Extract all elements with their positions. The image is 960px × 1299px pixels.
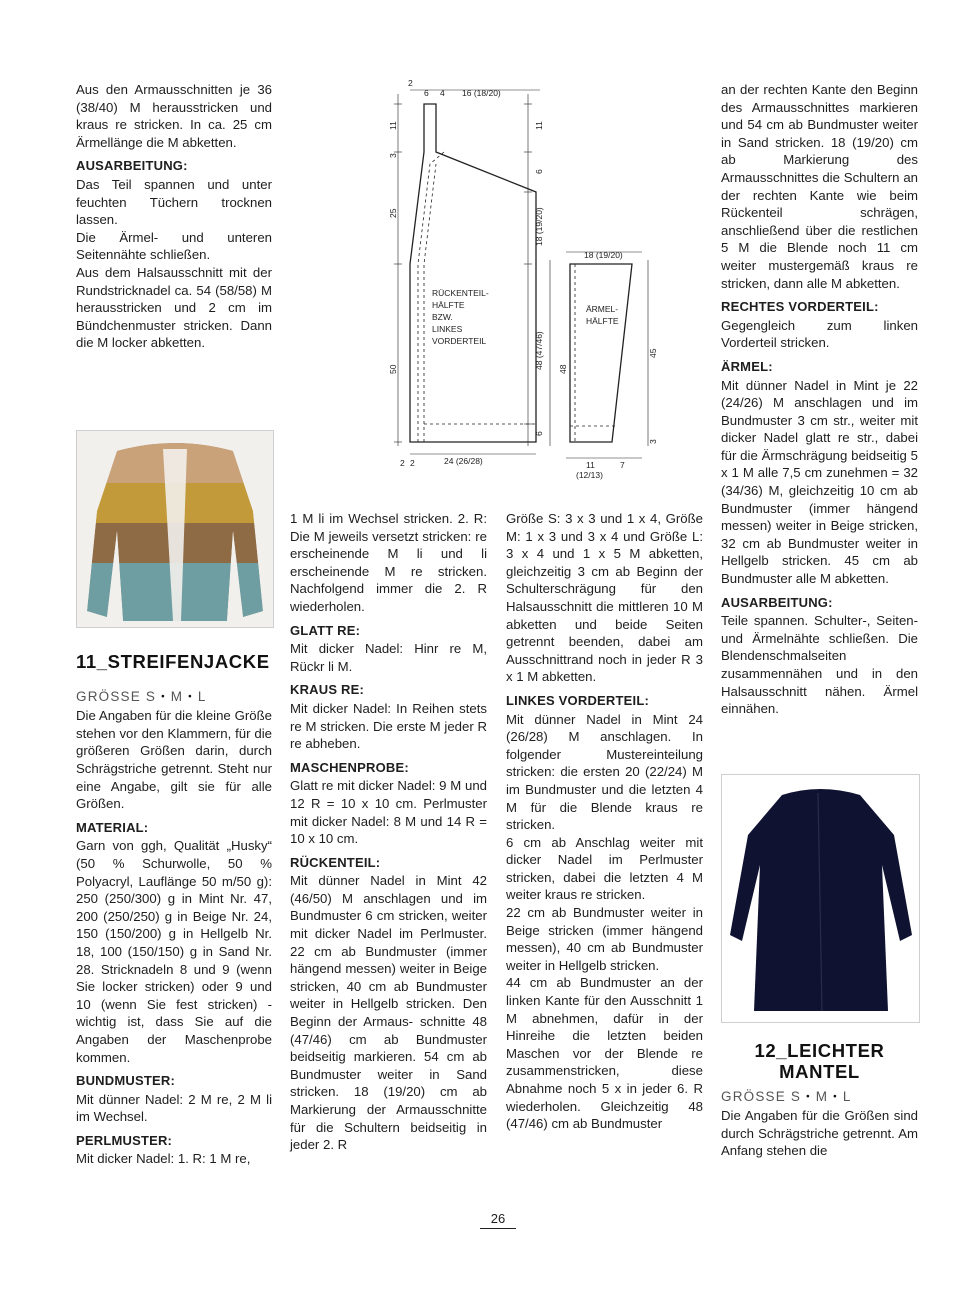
- paragraph: 6 cm ab Anschlag weiter mit dicker Nadel im Perlmuster stricken, dabei die letzten 4 M weiter kraus re stricken.: [506, 834, 703, 903]
- coat-photo: [721, 774, 920, 1023]
- column-4-top: [721, 81, 918, 718]
- paragraph: Aus den Armausschnitten je 36 (38/40) M herausstricken und kraus re stricken. In ca. 25 cm Ärmellänge die M abketten.: [76, 82, 272, 150]
- paragraph: Mit dünner Nadel in Mint 24 (26/28) M anschlagen. In folgender Mustereinteilung stricken: die ersten 20 (22/24) M im Bundmuster und die letzten 4 M für die Blende kraus re stricken.: [506, 711, 703, 833]
- bottom-measurement: [444, 456, 483, 466]
- paragraph: Mit dicker Nadel: Hinr re M, Rückr li M.: [290, 641, 487, 674]
- svg-text:45: 45: [648, 348, 658, 358]
- svg-text:6: 6: [424, 88, 429, 98]
- svg-text:2: 2: [408, 78, 413, 88]
- svg-text:LINKES: LINKES: [432, 324, 463, 334]
- section-heading: PERLMUSTER:: [76, 1132, 173, 1148]
- svg-text:(12/13): (12/13): [576, 470, 603, 480]
- page-number: 26: [480, 1210, 516, 1229]
- svg-text:4: 4: [440, 88, 445, 98]
- svg-text:16 (18/20): 16 (18/20): [462, 88, 501, 98]
- paragraph: Glatt re mit dicker Nadel: 9 M und 12 R = 10 x 10 cm. Perlmuster mit dicker Nadel: 8 M und 14 R = 10 x 10 cm.: [290, 778, 487, 847]
- svg-text:3: 3: [388, 153, 398, 158]
- section-heading: GLATT RE:: [290, 622, 361, 638]
- svg-text:6: 6: [534, 431, 544, 436]
- paragraph: Aus dem Halsausschnitt mit der Rundstricknadel ca. 54 (58/58) M herausstricken und 2 cm im Bündchenmuster stricken. Dann die M locker abketten.: [76, 264, 272, 351]
- svg-text:ÄRMEL-: ÄRMEL-: [586, 304, 619, 314]
- paragraph: Mit dünner Nadel: 2 M re, 2 M li im Wechsel.: [76, 1091, 272, 1125]
- left-measurements: [388, 121, 415, 468]
- svg-text:7: 7: [620, 460, 625, 470]
- svg-text:BZW.: BZW.: [432, 312, 453, 322]
- sleeve-measurements: [558, 250, 658, 480]
- paragraph: Die Ärmel- und unteren Seitennähte schließen.: [76, 229, 272, 263]
- dot: •: [833, 1091, 838, 1103]
- section-heading: LINKES VORDERTEIL:: [506, 692, 649, 708]
- column-1-bottom: [76, 688, 272, 1168]
- section-heading: AUSARBEITUNG:: [76, 158, 188, 174]
- dot: •: [161, 691, 166, 703]
- dot: •: [188, 691, 193, 703]
- sleeve-label: [586, 304, 619, 326]
- size-line: [721, 1088, 918, 1106]
- svg-text:25: 25: [388, 208, 398, 218]
- paragraph: an der rechten Kante den Beginn des Armausschnittes markieren und 54 cm ab Bundmuster weiter in Sand stricken. 18 (19/20) cm ab Markierung des Armausschnittes die Schultern an der rechten Kante wie beim Rückenteil schrägen, anschließend über die restlichen 5 M die Blende noch 11 cm weiter mustergemäß kraus re stricken, dann alle M abketten.: [721, 82, 918, 291]
- paragraph: Mit dünner Nadel in Mint je 22 (24/26) M anschlagen und im Bundmuster 3 cm str., weiter mit dicker Nadel glatt re str., dabei für die Ärmschrägung beidseitig 5 x 1 M alle 7,5 cm zunehmen = 32 (34/36) M, gleichzeitig 10 cm ab Bundmuster (immer hängend messen) weiter in Beige stricken, 32 cm ab Bundmuster weiter in Hellgelb stricken. 45 cm ab Bundmuster alle M abketten.: [721, 377, 918, 587]
- paragraph: Größe S: 3 x 3 und 1 x 4, Größe M: 1 x 3 und 3 x 4 und Größe L: 3 x 4 und 1 x 5 M abketten, gleichzeitig 3 cm ab Beginn der Schulterschrägung für den Halsausschnitt die mittleren 10 M abketten und beide Seiten getrennt beenden, dabei am Ausschnittrand noch in jeder R 3 x 1 M abketten.: [506, 511, 703, 685]
- svg-text:2: 2: [400, 458, 405, 468]
- paragraph: 22 cm ab Bundmuster weiter in Beige stricken (immer hängend messen), 40 cm ab Bundmuster weiter in Hellgelb stricken.: [506, 905, 703, 973]
- pattern-title-jacket: 11_STREIFENJACKE: [76, 651, 270, 672]
- section-heading: MATERIAL:: [76, 819, 149, 835]
- column-4-bottom: [721, 1088, 918, 1160]
- column-2: [290, 510, 487, 1154]
- svg-text:RÜCKENTEIL-: RÜCKENTEIL-: [432, 288, 489, 298]
- pattern-title-coat: 12_LEICHTER MANTEL: [754, 1040, 885, 1082]
- section-heading: AUSARBEITUNG:: [721, 594, 833, 610]
- svg-text:50: 50: [388, 364, 398, 374]
- svg-text:HÄLFTE: HÄLFTE: [432, 300, 465, 310]
- paragraph: Das Teil spannen und unter feuchten Tüchern trocknen lassen.: [76, 176, 272, 228]
- size-s: S: [790, 1089, 802, 1104]
- paragraph: 1 M li im Wechsel stricken. 2. R: Die M jeweils versetzt stricken: re erscheinende M li und li erscheinende M re stricken. Nachfolgend immer die 2. R wiederholen.: [290, 511, 487, 614]
- svg-text:11: 11: [586, 460, 595, 470]
- paragraph: Die Angaben für die Größen sind durch Schrägstriche getrennt. Am Anfang stehen die: [721, 1108, 918, 1159]
- size-m: M: [170, 689, 184, 704]
- svg-text:11: 11: [534, 121, 544, 130]
- svg-text:VORDERTEIL: VORDERTEIL: [432, 336, 487, 346]
- svg-text:18 (19/20): 18 (19/20): [584, 250, 623, 260]
- back-piece-label: [432, 288, 489, 346]
- paragraph: Mit dünner Nadel in Mint 42 (46/50) M anschlagen und im Bundmuster 6 cm stricken, weiter mit dicker Nadel im Perlmuster. 22 cm ab Bundmuster (immer hängend messen) weiter in Beige stricken, 40 cm ab Bundmuster weiter in Hellgelb stricken. Den Beginn der Armaus- schnitte 48 (47/46) cm ab Bundmuster beidseitig markieren. 54 cm ab Bundmuster weiter in Sand stricken. 18 (19/20) cm ab Markierung der Armausschnitte für die Schultern beidseitig in jeder 2. R: [290, 873, 487, 1153]
- size-l: L: [197, 689, 207, 704]
- svg-text:HÄLFTE: HÄLFTE: [586, 316, 619, 326]
- svg-text:6: 6: [534, 169, 544, 174]
- top-measurements: [408, 78, 501, 98]
- section-heading: RECHTES VORDERTEIL:: [721, 299, 879, 315]
- dot: •: [806, 1091, 811, 1103]
- section-heading: ÄRMEL:: [721, 358, 773, 374]
- jacket-photo: [76, 430, 274, 628]
- svg-text:48 (47/46): 48 (47/46): [534, 331, 544, 370]
- size-l: L: [842, 1089, 852, 1104]
- paragraph: Garn von ggh, Qualität „Husky“ (50 % Schurwolle, 50 % Polyacryl, Lauflänge 50 m/50 g): 250 (250/300) g in Mint Nr. 47, 200 (250/250) g in Beige Nr. 24, 150 (150/200) g in Hellgelb Nr. 18, 100 (150/150) g in Sand Nr. 28. Stricknadeln 8 und 9 (wenn Sie locker stricken) oder 9 und 10 (wenn Sie fest stricken) - wichtig ist, dass Sie auf die Angaben der Maschenprobe kommen.: [76, 838, 272, 1065]
- svg-text:24 (26/28): 24 (26/28): [444, 456, 483, 466]
- striped-jacket-image: [77, 431, 273, 627]
- paragraph: Gegengleich zum linken Vorderteil stricken.: [721, 317, 918, 351]
- size-s: S: [145, 689, 157, 704]
- paragraph: Teile spannen. Schulter-, Seiten- und Ärmelnähte schließen. Die Blendenschmalseiten zusammennähen und in den Halsausschnitt nähen. Ärmel einnähen.: [721, 613, 918, 717]
- section-heading: BUNDMUSTER:: [76, 1073, 175, 1089]
- svg-text:2: 2: [410, 458, 415, 468]
- paragraph: Die Angaben für die kleine Größe stehen vor den Klammern, für die größeren Größen darin, durch Schrägstriche getrennt. Steht nur eine Angabe, gilt sie für alle Größen.: [76, 708, 272, 812]
- paragraph: 44 cm ab Bundmuster an der linken Kante für den Ausschnitt 1 M abnehmen, dafür in der Hinreihe die letzten beiden Maschen vor der Blende re zusammenstricken, diese Abnahme noch 5 x in jeder 6. R wiederholen. Gleichzeitig 48 (47/46) cm ab Bundmuster: [506, 975, 703, 1132]
- section-heading: RÜCKENTEIL:: [290, 854, 381, 870]
- svg-text:48: 48: [558, 364, 568, 374]
- coat-image: [722, 775, 919, 1022]
- section-heading: MASCHENPROBE:: [290, 759, 409, 775]
- size-line: [76, 688, 272, 706]
- column-3: [506, 510, 703, 1133]
- svg-text:11: 11: [388, 121, 398, 130]
- paragraph: Mit dicker Nadel: In Reihen stets re M stricken. Die erste M jeder R re abheben.: [290, 700, 487, 752]
- svg-text:3: 3: [648, 439, 658, 444]
- svg-text:18 (19/20): 18 (19/20): [534, 207, 544, 246]
- section-heading: KRAUS RE:: [290, 682, 365, 698]
- size-label: GRÖSSE: [721, 1089, 786, 1104]
- size-m: M: [815, 1089, 829, 1104]
- knitting-schematic: [380, 74, 680, 484]
- column-1-top: [76, 81, 272, 352]
- size-label: GRÖSSE: [76, 689, 141, 704]
- paragraph: Mit dicker Nadel: 1. R: 1 M re,: [76, 1151, 251, 1167]
